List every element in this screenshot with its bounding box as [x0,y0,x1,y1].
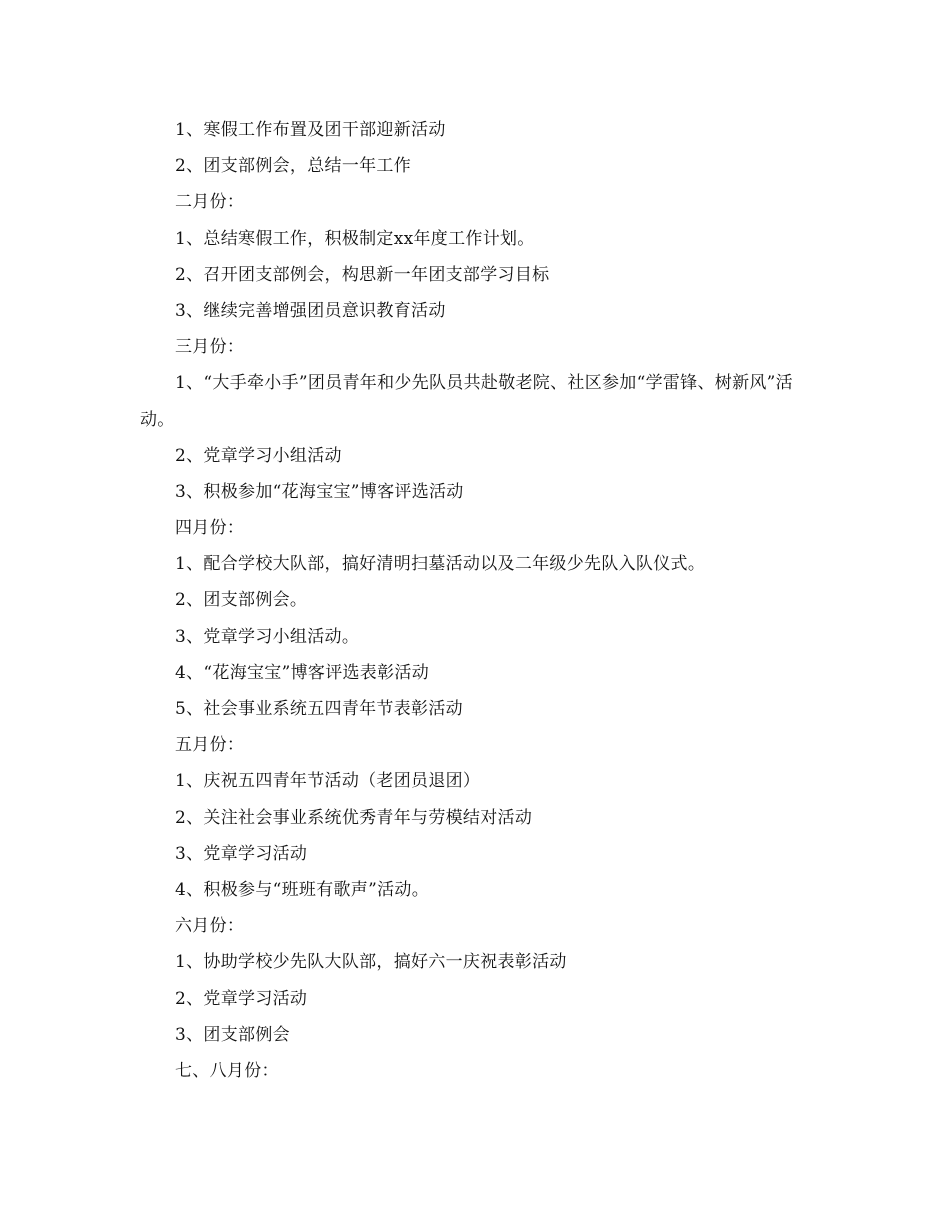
paragraph-jun-item-3: 3、团支部例会 [175,1024,290,1045]
paragraph-apr-item-1: 1、配合学校大队部，搞好清明扫墓活动以及二年级少先队入队仪式。 [175,554,706,575]
heading-july-august: 七、八月份： [175,1060,279,1081]
paragraph-may-item-3: 3、党章学习活动 [175,843,308,864]
heading-february: 二月份： [175,192,245,213]
paragraph-apr-item-4: 4、“花海宝宝”博客评选表彰活动 [175,662,429,683]
paragraph-jun-item-2: 2、党章学习活动 [175,988,308,1009]
heading-march: 三月份： [175,337,245,358]
paragraph-mar-item-2: 2、党章学习小组活动 [175,445,342,466]
paragraph-apr-item-2: 2、团支部例会。 [175,590,308,611]
paragraph-feb-item-2: 2、召开团支部例会，构思新一年团支部学习目标 [175,264,550,285]
document-body [140,112,800,1089]
paragraph-may-item-2: 2、关注社会事业系统优秀青年与劳模结对活动 [175,807,533,828]
heading-april: 四月份： [175,518,245,539]
paragraph-mar-item-1: 1、“大手牵小手”团员青年和少先队员共赴敬老院、社区参加“学雷锋、树新风”活动。 [140,373,793,430]
paragraph-apr-item-3: 3、党章学习小组活动。 [175,626,360,647]
heading-may: 五月份： [175,735,245,756]
paragraph-may-item-1: 1、庆祝五四青年节活动（老团员退团） [175,771,481,792]
paragraph-jun-item-1: 1、协助学校少先队大队部，搞好六一庆祝表彰活动 [175,952,567,973]
paragraph-mar-item-3: 3、积极参加“花海宝宝”博客评选活动 [175,481,464,502]
heading-june: 六月份： [175,916,245,937]
paragraph-may-item-4: 4、积极参与“班班有歌声”活动。 [175,879,429,900]
paragraph-feb-item-3: 3、继续完善增强团员意识教育活动 [175,300,446,321]
paragraph-apr-item-5: 5、社会事业系统五四青年节表彰活动 [175,699,463,720]
paragraph-jan-item-2: 2、团支部例会，总结一年工作 [175,156,412,177]
paragraph-jan-item-1: 1、寒假工作布置及团干部迎新活动 [175,120,446,140]
paragraph-feb-item-1: 1、总结寒假工作，积极制定xx年度工作计划。 [175,228,535,249]
